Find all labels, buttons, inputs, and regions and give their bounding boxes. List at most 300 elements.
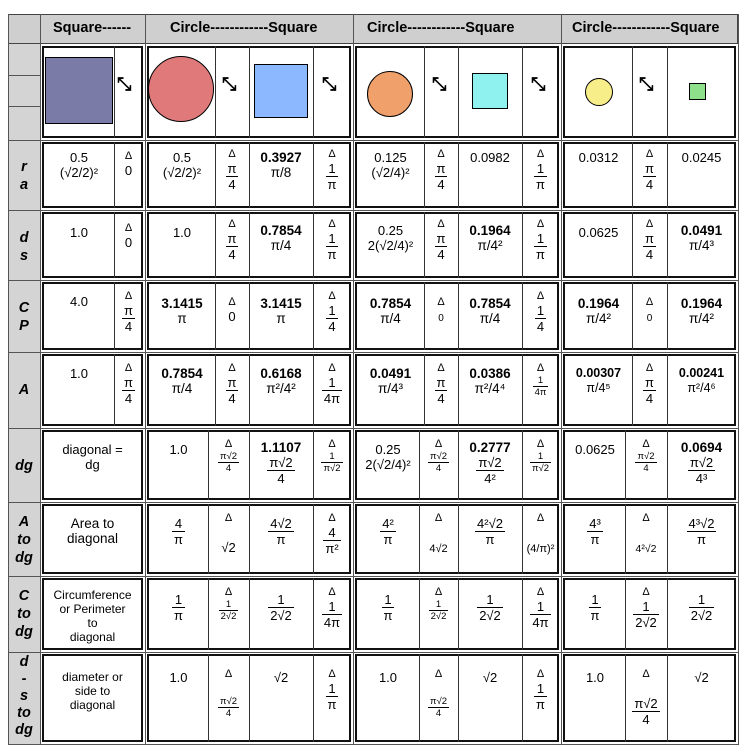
delta-symbol: Δ: [124, 222, 133, 234]
cell-delta: [632, 148, 667, 192]
cell-value: [667, 440, 736, 486]
delta-symbol: Δ: [437, 218, 445, 230]
numerator: π√2: [637, 451, 655, 462]
cell-text: 0: [124, 235, 133, 250]
numerator: 4√2: [270, 516, 292, 531]
cell-delta: [208, 438, 249, 474]
cell-text: 0: [124, 163, 133, 178]
row-label-text: a: [19, 177, 29, 193]
cell-delta: [215, 362, 249, 406]
cell-value: [357, 592, 419, 623]
delta-symbol: Δ: [328, 290, 336, 302]
divider: [249, 46, 250, 138]
cell-delta: [313, 148, 351, 192]
delta-symbol: Δ: [434, 512, 443, 524]
cell-delta: [208, 668, 249, 719]
cell-value: [357, 223, 424, 253]
cell-delta: [522, 148, 559, 192]
grid-line: [8, 280, 739, 281]
cell-value: [565, 592, 625, 623]
denominator: 4π: [323, 615, 341, 630]
cell-value: [357, 150, 424, 180]
cell-delta: [114, 150, 143, 178]
numerator: 1: [486, 592, 494, 607]
cell-value: [357, 442, 419, 472]
delta-symbol: Δ: [124, 290, 133, 302]
cell-value: [667, 223, 736, 253]
numerator: π: [227, 161, 237, 176]
cell-text: 1.0: [69, 366, 89, 381]
numerator: 1: [536, 303, 545, 318]
cell-text: π/4: [380, 311, 401, 326]
cell-value: [249, 296, 313, 326]
cell-text: 0.6168: [260, 366, 302, 381]
cell-text: π²/4⁶: [687, 381, 716, 395]
numerator: 1: [536, 231, 545, 246]
cell-value: [249, 440, 313, 486]
row-label-text: r: [21, 159, 27, 175]
delta-symbol: Δ: [536, 438, 545, 450]
cell-text: 0.0982: [470, 150, 510, 165]
denominator: 4: [435, 176, 448, 192]
grid-line: [738, 14, 739, 744]
cell-value: [249, 150, 313, 180]
cell-text: 1.0: [585, 670, 605, 685]
delta-symbol: Δ: [228, 362, 236, 374]
cell-value: [149, 592, 208, 623]
cell-value: [667, 592, 736, 623]
square-shape-4: [689, 83, 706, 100]
numerator: π√2: [219, 696, 238, 707]
cell-text: Area to: [70, 516, 115, 531]
cell-text: π²/4²: [266, 381, 296, 396]
cell-value: [667, 516, 736, 547]
delta-symbol: Δ: [434, 586, 443, 598]
delta-symbol: Δ: [224, 586, 233, 598]
cell-value: [458, 440, 522, 486]
row-label-text: to: [17, 705, 31, 721]
numerator: π√2: [689, 455, 714, 470]
cell-delta: [625, 512, 667, 557]
numerator: 1: [328, 681, 336, 696]
cell-text: π/4²: [477, 238, 503, 253]
denominator: 4: [635, 462, 656, 474]
denominator: 4: [226, 390, 239, 406]
double-arrow-icon: ⤡: [117, 74, 132, 94]
numerator: π: [645, 161, 654, 176]
cell-value: [249, 670, 313, 685]
denominator: 4: [643, 176, 656, 192]
denominator: 4: [328, 319, 336, 334]
cell-delta: [625, 586, 667, 630]
row-label-text: -: [21, 671, 27, 687]
delta-symbol: Δ: [536, 148, 545, 160]
cell-text: 0.5: [172, 150, 192, 165]
numerator: π: [124, 303, 133, 318]
delta-symbol: Δ: [434, 438, 443, 450]
denominator: π√2: [531, 463, 550, 474]
denominator: 4³: [688, 470, 715, 486]
cell-delta: [313, 218, 351, 262]
cell-text: 1.1107: [260, 440, 302, 455]
row-label-c-to-dg: [8, 587, 40, 641]
cell-text: diagonal: [69, 630, 116, 644]
denominator: π: [327, 697, 337, 712]
grid-line: [8, 210, 739, 211]
double-arrow-icon: ⤡: [222, 74, 237, 94]
delta-symbol: Δ: [124, 150, 133, 162]
denominator: π: [174, 608, 183, 623]
row-label-text: s: [19, 688, 29, 704]
circle-shape-3: [585, 78, 613, 106]
row-label-text: A: [18, 514, 30, 530]
cell-text: 2(√2/4)²: [365, 457, 411, 472]
cell-delta: [419, 438, 458, 474]
cell-text: 3.1415: [161, 296, 203, 311]
denominator: π√2: [323, 463, 341, 474]
cell-text: diagonal =: [62, 442, 123, 457]
cell-value: [458, 670, 522, 685]
row-label-text: d: [19, 654, 29, 670]
cell-delta: [632, 296, 667, 326]
grid-line: [8, 652, 739, 653]
cell-delta: [522, 586, 559, 630]
double-arrow-icon: ⤡: [639, 74, 654, 94]
header-square: Square------: [53, 20, 132, 36]
numerator: 4²√2: [477, 516, 503, 531]
grid-line: [8, 428, 739, 429]
denominator: 4π: [323, 391, 341, 406]
divider: [424, 46, 425, 138]
row-label-text: to: [17, 606, 31, 622]
cell-text: √2: [273, 670, 289, 685]
grid-line: [561, 14, 562, 744]
cell-delta: [215, 296, 249, 324]
delta-symbol: Δ: [645, 218, 654, 230]
numerator: π: [227, 231, 237, 246]
numerator: π√2: [429, 451, 448, 462]
denominator: π: [536, 247, 545, 262]
delta-symbol: Δ: [124, 362, 133, 374]
double-arrow-icon: ⤡: [322, 74, 337, 94]
denominator: π: [380, 531, 396, 547]
denominator: π: [536, 697, 545, 712]
cell-delta: [522, 438, 559, 474]
numerator: π√2: [429, 696, 448, 707]
row-label-text: dg: [15, 722, 33, 738]
delta-symbol: Δ: [328, 438, 336, 450]
numerator: 1: [329, 451, 335, 462]
cell-delta: [313, 512, 351, 556]
cell-delta: [522, 218, 559, 262]
cell-delta: [625, 438, 667, 474]
delta-symbol: Δ: [437, 148, 445, 160]
row-label-dg: [8, 457, 40, 475]
cell-value: [44, 516, 141, 546]
cell-value: [44, 294, 114, 309]
delta-symbol: Δ: [536, 512, 545, 524]
cell-delta: [313, 290, 351, 334]
denominator: π: [475, 531, 505, 547]
numerator: π: [436, 231, 446, 246]
cell-text: 0.1964: [680, 296, 723, 311]
cell-value: [565, 296, 632, 326]
numerator: 1: [328, 303, 336, 318]
cell-delta: [632, 218, 667, 262]
delta-symbol: Δ: [536, 668, 545, 680]
row-label-ds-to-dg: [8, 654, 40, 739]
numerator: π: [124, 375, 133, 390]
row-label-text: s: [19, 248, 29, 264]
cell-text: 0: [646, 313, 653, 324]
numerator: 1: [536, 599, 545, 614]
cell-text: 0.00307: [575, 366, 622, 380]
cell-value: [565, 670, 625, 685]
cell-value: [149, 366, 215, 396]
cell-value: [44, 366, 114, 381]
delta-symbol: Δ: [536, 290, 545, 302]
delta-symbol: Δ: [328, 512, 336, 524]
delta-symbol: Δ: [642, 438, 650, 450]
cell-value: [149, 296, 215, 326]
cell-text: 0.3927: [260, 150, 302, 165]
denominator: π: [383, 608, 393, 623]
cell-delta: [522, 362, 559, 398]
numerator: 1: [537, 451, 544, 462]
cell-value: [149, 442, 208, 457]
cell-value: [458, 516, 522, 547]
numerator: π√2: [478, 455, 502, 470]
cell-value: [149, 516, 208, 547]
cell-text: π/4⁵: [586, 381, 611, 395]
grid-line: [8, 106, 40, 107]
delta-symbol: Δ: [437, 362, 445, 374]
cell-value: [357, 366, 424, 396]
grid-line: [40, 14, 41, 744]
numerator: π: [227, 375, 237, 390]
divider: [667, 654, 668, 742]
cell-text: π/4²: [585, 311, 612, 326]
square-shape-1: [45, 57, 113, 124]
cell-text: π: [177, 311, 187, 326]
cell-delta: [419, 512, 458, 557]
denominator: 2√2: [690, 608, 713, 623]
delta-symbol: Δ: [328, 218, 336, 230]
cell-delta: [424, 148, 458, 192]
cell-text: dg: [85, 457, 100, 472]
cell-text: 1.0: [378, 670, 398, 685]
cell-text: 0.1964: [469, 223, 511, 238]
row-label-a-to-dg: [8, 513, 40, 567]
cell-value: [44, 150, 114, 180]
cell-text: π/4²: [688, 311, 715, 326]
cell-value: [565, 225, 632, 240]
circle-shape-1: [148, 56, 214, 122]
cell-text: 4²√2: [635, 543, 657, 555]
cell-value: [149, 225, 215, 240]
cell-text: π/4: [270, 238, 292, 253]
numerator: 1: [328, 161, 336, 176]
denominator: 4π: [534, 387, 547, 398]
denominator: 2√2: [635, 615, 657, 630]
cell-text: √2: [694, 670, 709, 685]
grid-line: [8, 140, 739, 141]
cell-delta: [114, 290, 143, 334]
cell-text: 0.7854: [260, 223, 302, 238]
cell-delta: [208, 512, 249, 555]
cell-value: [667, 150, 736, 165]
cell-value: [458, 223, 522, 253]
row-label-a: [8, 381, 40, 399]
denominator: 4: [643, 246, 656, 262]
cell-text: 0.25: [375, 442, 401, 457]
double-arrow-icon: ⤡: [432, 74, 447, 94]
divider: [215, 46, 216, 138]
cell-text: π/4: [479, 311, 501, 326]
cell-text: 0.00241: [678, 366, 725, 380]
delta-symbol: Δ: [328, 362, 336, 374]
cell-value: [565, 150, 632, 165]
cell-text: 0.2777: [469, 440, 511, 455]
grid-line: [8, 502, 739, 503]
cell-text: √2: [221, 540, 236, 555]
denominator: 2√2: [220, 611, 237, 622]
divider: [313, 46, 314, 138]
cell-text: 1.0: [169, 442, 188, 457]
square-shape-2: [254, 64, 308, 118]
divider: [458, 46, 459, 138]
numerator: 1: [697, 592, 706, 607]
denominator: 4²: [476, 470, 503, 486]
divider: [249, 654, 250, 742]
delta-symbol: Δ: [228, 148, 236, 160]
delta-symbol: Δ: [224, 438, 233, 450]
numerator: 1: [536, 161, 545, 176]
cell-value: [44, 588, 141, 644]
cell-delta: [313, 362, 351, 406]
delta-symbol: Δ: [228, 218, 236, 230]
denominator: π: [327, 177, 337, 192]
row-label-d-s: [8, 229, 40, 265]
numerator: π√2: [219, 451, 238, 462]
denominator: π: [687, 531, 717, 547]
numerator: 1: [642, 599, 650, 614]
cell-text: 1.0: [169, 670, 188, 685]
numerator: 1: [328, 231, 336, 246]
cell-text: 4.0: [69, 294, 89, 309]
cell-delta: [424, 218, 458, 262]
grid-line: [8, 744, 739, 745]
numerator: π: [436, 161, 446, 176]
divider: [667, 46, 668, 138]
row-label-c-p: [8, 299, 40, 335]
cell-text: or Perimeter: [59, 602, 126, 616]
cell-text: diagonal: [66, 531, 119, 546]
divider: [632, 46, 633, 138]
cell-text: (√2/2)²: [59, 165, 99, 180]
cell-text: 1.0: [172, 225, 192, 240]
delta-symbol: Δ: [434, 668, 443, 680]
denominator: 4: [226, 176, 239, 192]
denominator: π: [174, 532, 183, 547]
delta-symbol: Δ: [328, 668, 336, 680]
cell-delta: [215, 218, 249, 262]
row-label-text: C: [18, 588, 30, 604]
cell-text: diameter or: [62, 670, 123, 684]
numerator: π: [436, 375, 446, 390]
denominator: π: [587, 531, 603, 547]
cell-text: 3.1415: [260, 296, 302, 311]
cell-text: π/4: [171, 381, 193, 396]
numerator: 1: [174, 592, 183, 607]
numerator: 1: [328, 375, 336, 390]
cell-value: [149, 150, 215, 180]
denominator: 4: [435, 390, 448, 406]
cell-value: [667, 670, 736, 685]
header-circle-square-1: Circle------------Square: [170, 20, 318, 36]
cell-delta: [215, 148, 249, 192]
row-label-text: dg: [15, 458, 33, 474]
cell-value: [667, 296, 736, 326]
cell-text: 0: [438, 313, 444, 324]
grid-line: [8, 576, 739, 577]
cell-text: 4√2: [429, 543, 448, 555]
cell-delta: [313, 438, 351, 474]
numerator: 4³: [589, 516, 601, 531]
denominator: 4: [267, 470, 294, 486]
cell-text: π/4³: [688, 238, 715, 253]
cell-text: 0.125: [374, 150, 407, 165]
denominator: 4: [218, 462, 239, 474]
row-label-r-a: [8, 158, 40, 194]
cell-value: [458, 150, 522, 165]
denominator: 2√2: [430, 611, 447, 622]
cell-text: 0.0625: [575, 442, 615, 457]
denominator: 4: [428, 462, 449, 474]
numerator: 1: [591, 592, 599, 607]
numerator: 1: [536, 681, 545, 696]
cell-text: π/8: [270, 165, 292, 180]
denominator: π: [268, 531, 294, 547]
numerator: π: [645, 231, 654, 246]
row-label-text: P: [19, 318, 29, 334]
cell-value: [565, 366, 632, 396]
delta-symbol: Δ: [642, 512, 650, 524]
cell-value: [357, 670, 419, 685]
header-circle-square-3: Circle------------Square: [572, 20, 720, 36]
cell-value: [149, 670, 208, 685]
cell-delta: [114, 222, 143, 250]
double-arrow-icon: ⤡: [531, 74, 546, 94]
cell-text: π²/4⁴: [474, 381, 506, 396]
denominator: 2√2: [270, 608, 292, 623]
cell-value: [44, 442, 141, 472]
cell-value: [565, 442, 625, 457]
denominator: 4: [218, 707, 239, 719]
cell-delta: [522, 290, 559, 334]
cell-text: 0.0694: [680, 440, 723, 455]
denominator: π: [536, 177, 545, 192]
numerator: π√2: [634, 696, 658, 711]
delta-symbol: Δ: [642, 668, 650, 680]
cell-text: 0.7854: [469, 296, 511, 311]
numerator: 4²: [382, 516, 394, 531]
cell-delta: [313, 586, 351, 630]
delta-symbol: Δ: [437, 296, 445, 308]
delta-symbol: Δ: [642, 586, 650, 598]
cell-delta: [419, 668, 458, 719]
cell-value: [249, 592, 313, 623]
